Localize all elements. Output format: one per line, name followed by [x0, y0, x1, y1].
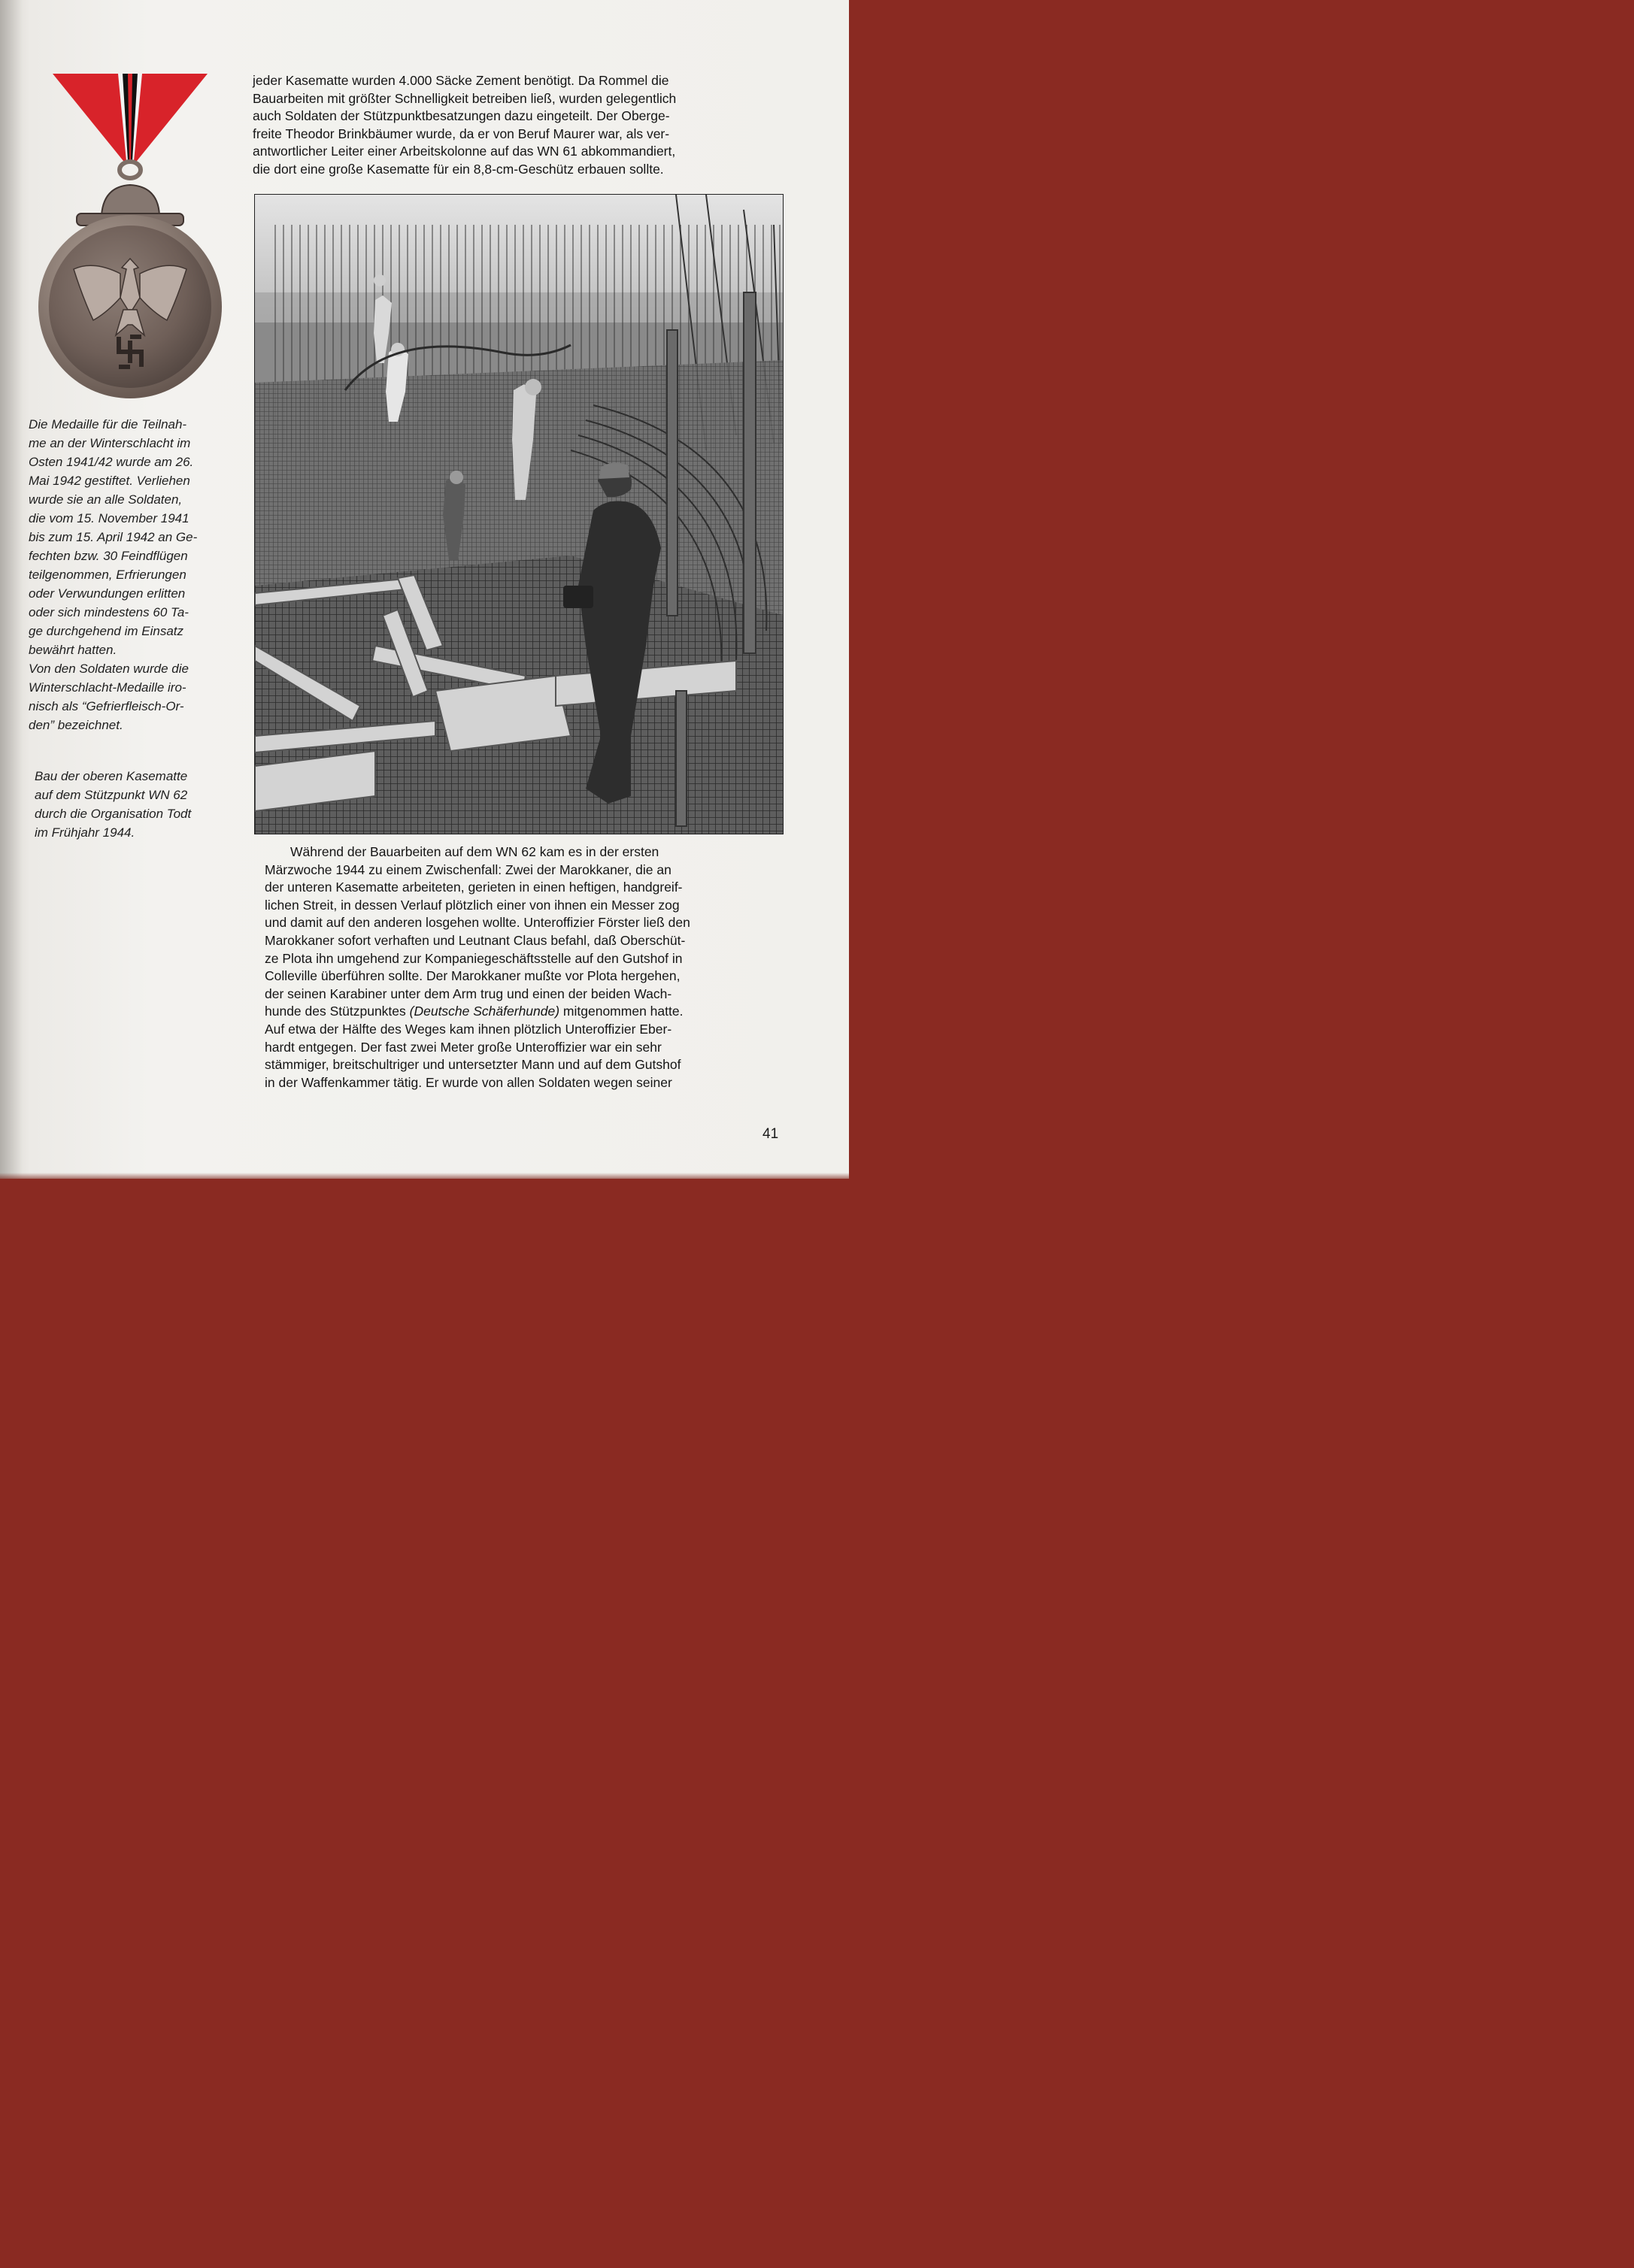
- body-line-emphasis: (Deutsche Schäferhunde): [409, 1004, 560, 1019]
- body-line: Marokkaner sofort verhaften und Leutnant Claus befahl, daß Oberschüt-: [265, 932, 686, 948]
- body-line: in der Waffenkammer tätig. Er wurde von allen Soldaten wegen seiner: [265, 1074, 672, 1090]
- caption-line: Die Medaille für die Teilnah-: [29, 417, 187, 431]
- spine-shadow: [0, 0, 23, 1179]
- intro-line: antwortlicher Leiter einer Arbeitskolonne auf das WN 61 abkommandiert,: [253, 144, 676, 159]
- body-line: Auf etwa der Hälfte des Weges kam ihnen plötzlich Unteroffizier Eber-: [265, 1021, 672, 1037]
- medal-caption: [29, 415, 233, 734]
- caption-line: im Frühjahr 1944.: [35, 825, 135, 840]
- caption-line: Osten 1941/42 wurde am 26.: [29, 455, 194, 469]
- caption-line: wurde sie an alle Soldaten,: [29, 492, 183, 507]
- caption-line: die vom 15. November 1941: [29, 511, 189, 525]
- page-bottom-edge: [0, 1173, 849, 1179]
- caption-line: Mai 1942 gestiftet. Verliehen: [29, 474, 190, 488]
- body-line: Märzwoche 1944 zu einem Zwischenfall: Zwei der Marokkaner, die an: [265, 861, 671, 877]
- body-line: ze Plota ihn umgehend zur Kompaniegeschäftsstelle auf den Gutshof in: [265, 950, 683, 966]
- intro-line: Bauarbeiten mit größter Schnelligkeit betreiben ließ, wurden gelegentlich: [253, 90, 677, 106]
- body-line-text: hunde des Stützpunktes: [265, 1004, 410, 1019]
- body-line: hardt entgegen. Der fast zwei Meter große Unteroffizier war ein sehr: [265, 1039, 662, 1055]
- intro-line: jeder Kasematte wurden 4.000 Säcke Zement benötigt. Da Rommel die: [253, 73, 669, 88]
- intro-line: freite Theodor Brinkbäumer wurde, da er von Beruf Maurer war, als ver-: [253, 126, 670, 141]
- winter-battle-medal-image: [38, 72, 223, 403]
- body-line: der unteren Kasematte arbeiteten, gerieten in einen heftigen, handgreif-: [265, 880, 683, 895]
- caption-line: Von den Soldaten wurde die: [29, 662, 189, 676]
- caption-line: oder sich mindestens 60 Ta-: [29, 605, 189, 619]
- caption-line: fechten bzw. 30 Feindflügen: [29, 549, 188, 563]
- medal-ribbon: [53, 74, 208, 161]
- page-number: 41: [762, 1126, 779, 1142]
- caption-line: teilgenommen, Erfrierungen: [29, 568, 186, 582]
- caption-line: auf dem Stützpunkt WN 62: [35, 788, 188, 802]
- body-line: stämmiger, breitschultriger und untersetzter Mann und auf dem Gutshof: [265, 1057, 681, 1073]
- body-line: Während der Bauarbeiten auf dem WN 62 kam es in der ersten: [265, 844, 659, 859]
- caption-line: Bau der oberen Kasematte: [35, 769, 188, 783]
- caption-line: bewährt hatten.: [29, 643, 117, 657]
- caption-line: oder Verwundungen erlitten: [29, 586, 186, 601]
- intro-paragraph: [253, 72, 784, 179]
- body-line: Colleville überführen sollte. Der Marokkaner mußte vor Plota hergehen,: [265, 968, 681, 984]
- caption-line: bis zum 15. April 1942 an Ge-: [29, 530, 198, 544]
- body-line: der seinen Karabiner unter dem Arm trug und einen der beiden Wach-: [265, 986, 672, 1001]
- caption-line: ge durchgehend im Einsatz: [29, 624, 184, 638]
- intro-line: die dort eine große Kasematte für ein 8,8-cm-Geschütz erbauen sollte.: [253, 161, 664, 177]
- book-page: [0, 0, 849, 1179]
- medal-ring: [120, 162, 141, 178]
- body-line-text: mitgenommen hatte.: [559, 1004, 684, 1019]
- caption-line: den” bezeichnet.: [29, 718, 123, 732]
- caption-line: Winterschlacht-Medaille iro-: [29, 680, 186, 695]
- body-line: lichen Streit, in dessen Verlauf plötzlich einer von ihnen ein Messer zog: [265, 897, 680, 913]
- caption-line: nisch als “Gefrierfleisch-Or-: [29, 699, 184, 713]
- photo-caption: [35, 767, 239, 842]
- intro-line: auch Soldaten der Stützpunktbesatzungen dazu eingeteilt. Der Oberge-: [253, 108, 670, 124]
- construction-photo: [254, 194, 784, 834]
- body-line: und damit auf den anderen losgehen wollte. Unteroffizier Förster ließ den: [265, 915, 690, 931]
- body-line: [265, 1003, 784, 1021]
- body-paragraph: [265, 843, 784, 1092]
- caption-line: durch die Organisation Todt: [35, 807, 192, 821]
- caption-line: me an der Winterschlacht im: [29, 436, 191, 450]
